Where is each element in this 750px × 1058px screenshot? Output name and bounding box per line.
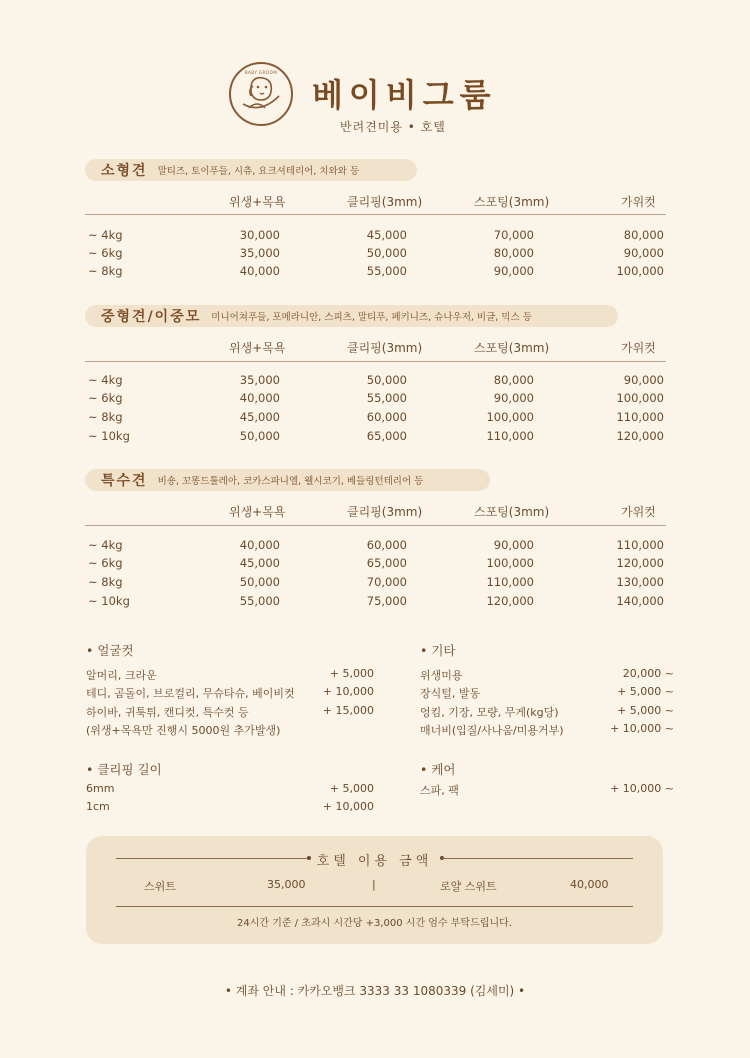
col-sporting: 스포팅(3mm)	[474, 505, 550, 519]
price: 40,000	[239, 264, 280, 278]
list-item-label: (위생+목욕만 진행시 5000원 추가발생)	[86, 724, 281, 737]
suite-price: 35,000	[267, 878, 306, 891]
price: 90,000	[623, 246, 664, 260]
price: 75,000	[366, 594, 407, 608]
weight: ~ 6kg	[88, 391, 123, 405]
list-item-label: 6mm	[86, 782, 115, 795]
col-clipping: 클리핑(3mm)	[347, 195, 423, 209]
section-name: 특수견	[101, 473, 148, 489]
weight: ~ 4kg	[88, 373, 123, 387]
price: 110,000	[616, 410, 664, 424]
price: 120,000	[616, 429, 664, 443]
price: 110,000	[486, 575, 534, 589]
list-item-price: + 5,000 ~	[617, 685, 674, 698]
price: 55,000	[366, 391, 407, 405]
royal-suite-price: 40,000	[570, 878, 609, 891]
table-row	[88, 538, 666, 556]
price: 80,000	[623, 228, 664, 242]
list-item-label: 하이바, 귀툭튀, 캔디컷, 특수컷 등	[86, 706, 249, 719]
col-hygiene: 위생+목욕	[229, 195, 286, 209]
divider	[116, 906, 633, 907]
list-item-price: + 10,000 ~	[610, 782, 674, 795]
price: 80,000	[493, 373, 534, 387]
price: 45,000	[239, 556, 280, 570]
etc-title: • 기타	[420, 643, 456, 658]
price: 80,000	[493, 246, 534, 260]
price: 50,000	[366, 246, 407, 260]
weight: ~ 10kg	[88, 429, 130, 443]
divider	[85, 361, 666, 362]
price: 65,000	[366, 556, 407, 570]
divider	[85, 214, 666, 215]
price: 70,000	[366, 575, 407, 589]
list-item-price: + 10,000	[322, 685, 374, 698]
table-row	[88, 391, 666, 409]
brand-logo	[229, 62, 293, 126]
col-clipping: 클리핑(3mm)	[347, 505, 423, 519]
price: 70,000	[493, 228, 534, 242]
price: 55,000	[239, 594, 280, 608]
price: 140,000	[616, 594, 664, 608]
col-hygiene: 위생+목욕	[229, 341, 286, 355]
list-item-label: 위생미용	[420, 669, 463, 682]
list-item-price: 20,000 ~	[622, 667, 674, 680]
table-row	[88, 228, 666, 246]
price: 55,000	[366, 264, 407, 278]
royal-suite-label: 로얄 스위트	[440, 880, 497, 893]
price: 40,000	[239, 538, 280, 552]
price: 100,000	[486, 556, 534, 570]
list-item-label: 테디, 곰돌이, 브로컬리, 무슈타슈, 베이비컷	[86, 687, 295, 700]
price: 90,000	[493, 538, 534, 552]
table-row	[88, 410, 666, 428]
hotel-note: 24시간 기준 / 초과시 시간당 +3,000 시간 엄수 부탁드립니다.	[237, 918, 512, 929]
price: 50,000	[366, 373, 407, 387]
price: 130,000	[616, 575, 664, 589]
price: 45,000	[366, 228, 407, 242]
section-pill-small	[85, 159, 417, 181]
section-breeds: 말티즈, 토이푸들, 시츄, 요크셔테리어, 치와와 등	[157, 166, 360, 177]
weight: ~ 10kg	[88, 594, 130, 608]
clip-length-title: • 클리핑 길이	[86, 762, 162, 777]
weight: ~ 6kg	[88, 556, 123, 570]
price: 30,000	[239, 228, 280, 242]
face-cut-title: • 얼굴컷	[86, 643, 134, 658]
section-name: 소형견	[101, 163, 148, 179]
brand-title: 베이비그룸	[312, 76, 497, 114]
table-row	[88, 264, 666, 282]
price: 65,000	[366, 429, 407, 443]
divider-bar: |	[372, 878, 376, 891]
weight: ~ 6kg	[88, 246, 123, 260]
section-breeds: 미니어쳐푸들, 포메라니안, 스피츠, 말티푸, 페키니즈, 슈나우저, 비글, 믹스 등	[211, 312, 532, 323]
table-row	[88, 246, 666, 264]
price: 60,000	[366, 538, 407, 552]
price: 90,000	[493, 391, 534, 405]
price: 110,000	[616, 538, 664, 552]
price: 60,000	[366, 410, 407, 424]
table-row	[88, 594, 666, 612]
price: 40,000	[239, 391, 280, 405]
account-info: • 계좌 안내 : 카카오뱅크 3333 33 1080339 (김세미) •	[224, 984, 526, 998]
weight: ~ 8kg	[88, 410, 123, 424]
table-row	[88, 556, 666, 574]
price: 90,000	[623, 373, 664, 387]
divider	[85, 525, 666, 526]
list-item-label: 1cm	[86, 800, 110, 813]
list-item-label: 엉킴, 기장, 모량, 무게(kg당)	[420, 706, 559, 719]
weight: ~ 8kg	[88, 575, 123, 589]
list-item-price: + 5,000	[329, 667, 374, 680]
price: 35,000	[239, 246, 280, 260]
weight: ~ 8kg	[88, 264, 123, 278]
list-item-label: 장식털, 발동	[420, 687, 481, 700]
list-item-price: + 5,000	[329, 782, 374, 795]
col-clipping: 클리핑(3mm)	[347, 341, 423, 355]
col-scissor: 가위컷	[621, 341, 656, 355]
price: 100,000	[616, 391, 664, 405]
suite-label: 스위트	[144, 880, 176, 893]
hotel-title: 호텔 이용 금액	[316, 854, 433, 869]
table-row	[88, 373, 666, 391]
col-scissor: 가위컷	[621, 505, 656, 519]
section-name: 중형견/이중모	[101, 309, 202, 325]
section-breeds: 비숑, 꼬똥드툴레아, 코카스파니엘, 웰시코기, 베들링턴테리어 등	[157, 476, 424, 487]
list-item-price: + 10,000 ~	[610, 722, 674, 735]
price: 45,000	[239, 410, 280, 424]
price: 50,000	[239, 429, 280, 443]
col-sporting: 스포팅(3mm)	[474, 195, 550, 209]
list-item-price: + 10,000	[322, 800, 374, 813]
col-sporting: 스포팅(3mm)	[474, 341, 550, 355]
list-item-label: 알머리, 크라운	[86, 669, 157, 682]
price: 120,000	[616, 556, 664, 570]
price: 120,000	[486, 594, 534, 608]
brand-subtitle: 반려견미용 • 호텔	[340, 120, 446, 134]
price: 50,000	[239, 575, 280, 589]
price: 100,000	[486, 410, 534, 424]
list-item-label: 스파, 팩	[420, 784, 459, 797]
price: 90,000	[493, 264, 534, 278]
care-title: • 케어	[420, 762, 456, 777]
list-item-price: + 15,000	[322, 704, 374, 717]
weight: ~ 4kg	[88, 228, 123, 242]
section-pill-medium	[85, 305, 618, 327]
table-row	[88, 575, 666, 593]
col-hygiene: 위생+목욕	[229, 505, 286, 519]
hotel-price-box	[86, 836, 663, 944]
table-row	[88, 429, 666, 447]
list-item-label: 매너비(입질/사나움/미용거부)	[420, 724, 564, 737]
section-pill-special	[85, 469, 490, 491]
price: 110,000	[486, 429, 534, 443]
logo-text: BABY GROOM	[244, 70, 278, 75]
list-item-price: + 5,000 ~	[617, 704, 674, 717]
col-scissor: 가위컷	[621, 195, 656, 209]
price: 100,000	[616, 264, 664, 278]
price: 35,000	[239, 373, 280, 387]
weight: ~ 4kg	[88, 538, 123, 552]
